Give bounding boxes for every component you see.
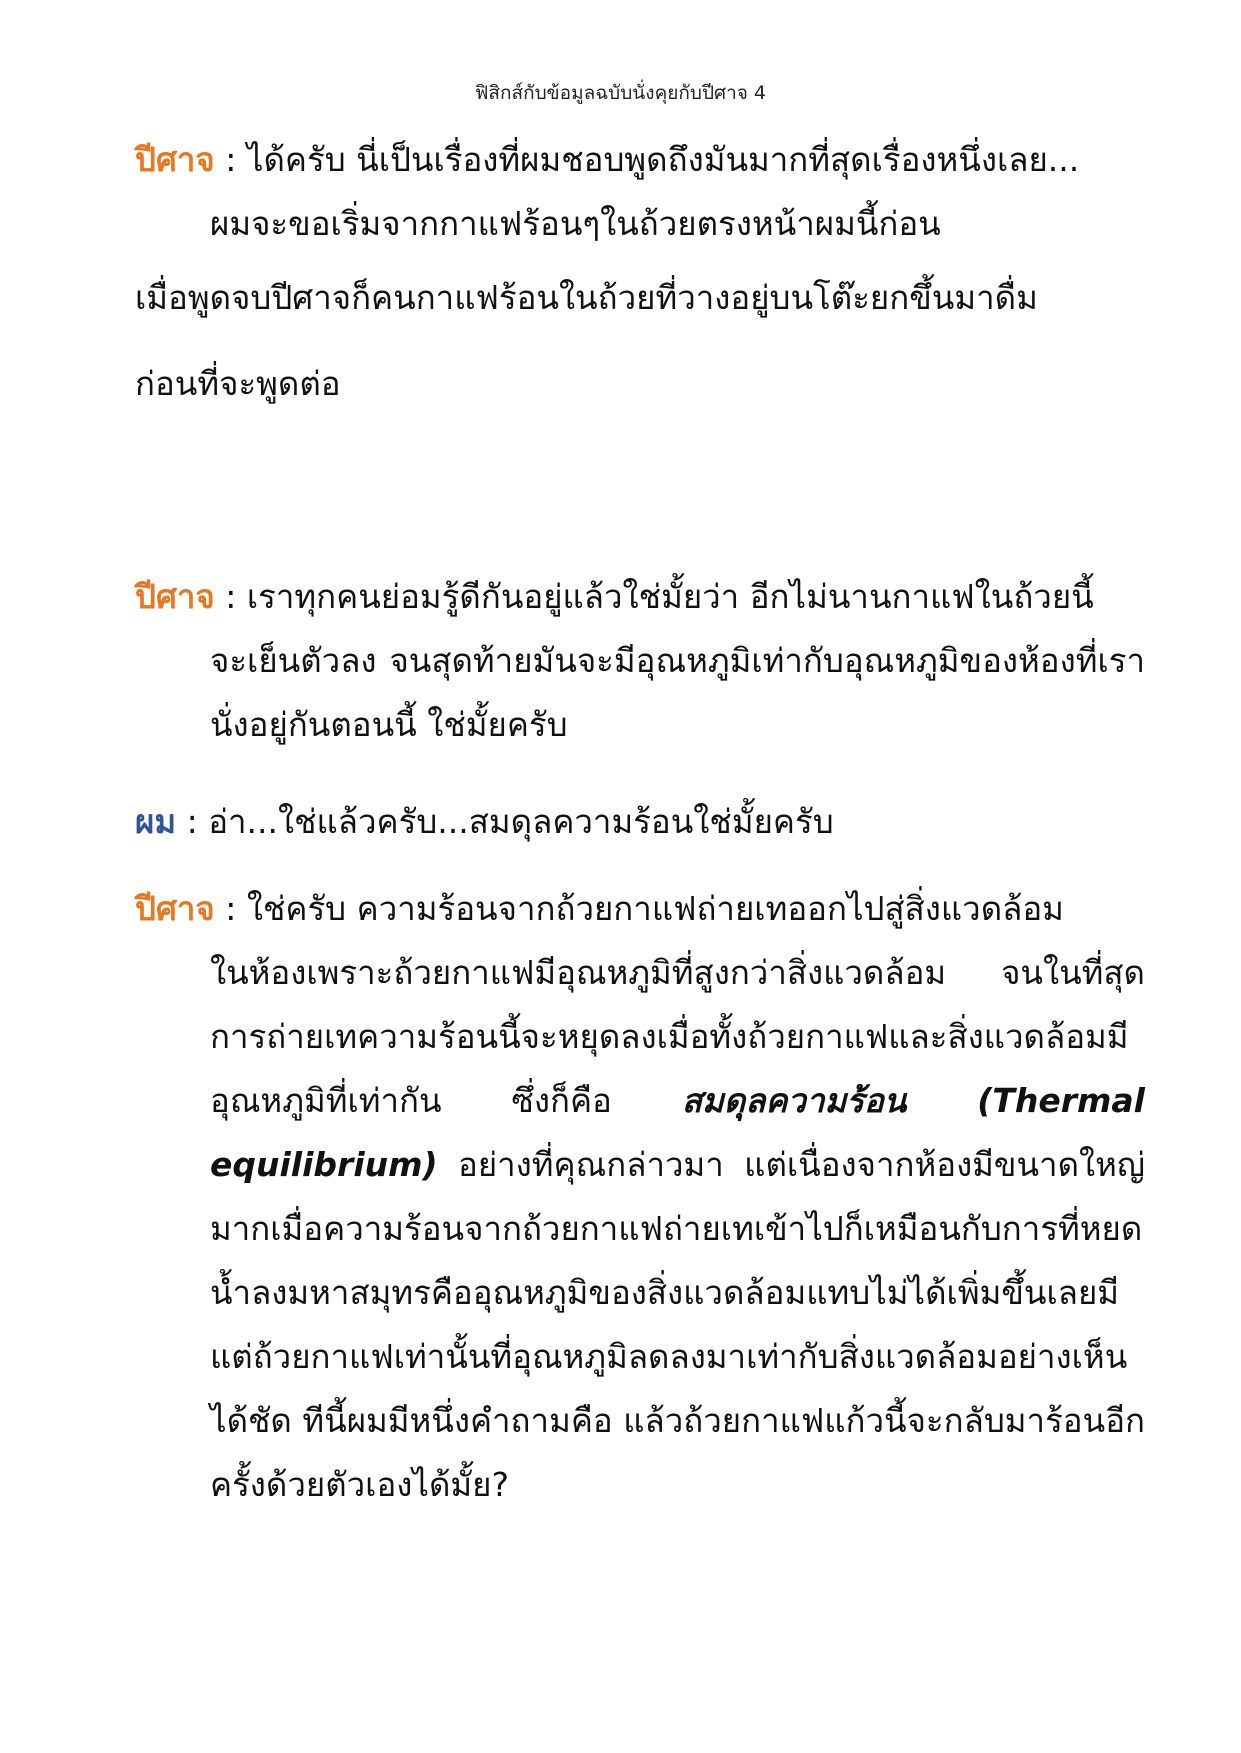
dialog-continuation: จะเย็นตัวลง จนสุดท้ายมันจะมีอุณหภูมิเท่ากับอุณหภูมิของห้องที่เรานั่งอยู่กันตอนนี้ ใช่มั้ยครับ [210,641,1145,744]
dialog-text: ได้ครับ นี่เป็นเรื่องที่ผมชอบพูดถึงมันมากที่สุดเรื่องหนึ่งเลย... [246,140,1080,179]
dialog-first-line [135,128,1145,192]
dialog-text: เราทุกคนย่อมรู้ดีกันอยู่แล้วใช่มั้ยว่า อีกไม่นานกาแฟในถ้วยนี้ [246,577,1094,616]
dialog-first-line [135,565,1145,629]
dialog-block-me [135,790,1145,854]
dialog-continuation [135,941,1145,1517]
dialog-continuation: ผมจะขอเริ่มจากกาแฟร้อนๆในถ้วยตรงหน้าผมนี้ก่อน [210,204,941,243]
continuation-text-b: อย่างที่คุณกล่าวมา แต่เนื่องจากห้องมีขนาดใหญ่มากเมื่อความร้อนจากถ้วยกาแฟถ่ายเทเข้าไปก็เหมือนกับการที่หยดน้ำลงมหาสมุทรคืออุณหภูมิของสิ่งแวดล้อมแทบไม่ได้เพิ่มขึ้นเลยมีแต่ถ้วยกาแฟเท่านั้นที่อุณหภูมิลดลงมาเท่ากับสิ่งแวดล้อมอย่างเห็นได้ชัด ทีนี้ผมมีหนึ่งคำถามคือ แล้วถ้วยกาแฟแก้วนี้จะกลับมาร้อนอีกครั้งด้วยตัวเองได้มั้ย? [210,1145,1145,1504]
emphasized-term: สมดุลความร้อน (Thermal equilibrium) [210,1081,1145,1184]
speaker-separator: : [214,140,247,179]
narration-paragraph [135,266,1145,416]
dialog-block-demon-3 [135,877,1145,1517]
dialog-block-demon-1 [135,128,1145,256]
dialog-first-line [135,790,1145,854]
dialog-text: อ่า...ใช่แล้วครับ...สมดุลความร้อนใช่มั้ยครับ [208,802,834,841]
speaker-label: ปีศาจ [135,140,215,179]
narration-line-2: ก่อนที่จะพูดต่อ [135,364,341,403]
dialog-block-demon-2 [135,565,1145,757]
running-header: ฟิสิกส์กับข้อมูลฉบับนั่งคุยกับปีศาจ 4 [474,82,767,104]
continuation-text-a: ในห้องเพราะถ้วยกาแฟมีอุณหภูมิที่สูงกว่าสิ่งแวดล้อม จนในที่สุดการถ่ายเทความร้อนนี้จะหยุดลงเมื่อทั้งถ้วยกาแฟและสิ่งแวดล้อมมีอุณหภูมิที่เท่ากัน ซึ่งก็คือ [210,953,1145,1120]
dialog-text: ใช่ครับ ความร้อนจากถ้วยกาแฟถ่ายเทออกไปสู่สิ่งแวดล้อม [246,889,1064,928]
narration-line-1: เมื่อพูดจบปีศาจก็คนกาแฟร้อนในถ้วยที่วางอยู่บนโต๊ะยกขึ้นมาดื่ม [135,278,1038,317]
speaker-label: ปีศาจ [135,889,215,928]
speaker-separator: : [214,577,247,616]
speaker-separator: : [176,802,209,841]
speaker-separator: : [214,889,247,928]
dialog-first-line [135,877,1145,941]
speaker-label: ปีศาจ [135,577,215,616]
speaker-label: ผม [135,802,177,841]
